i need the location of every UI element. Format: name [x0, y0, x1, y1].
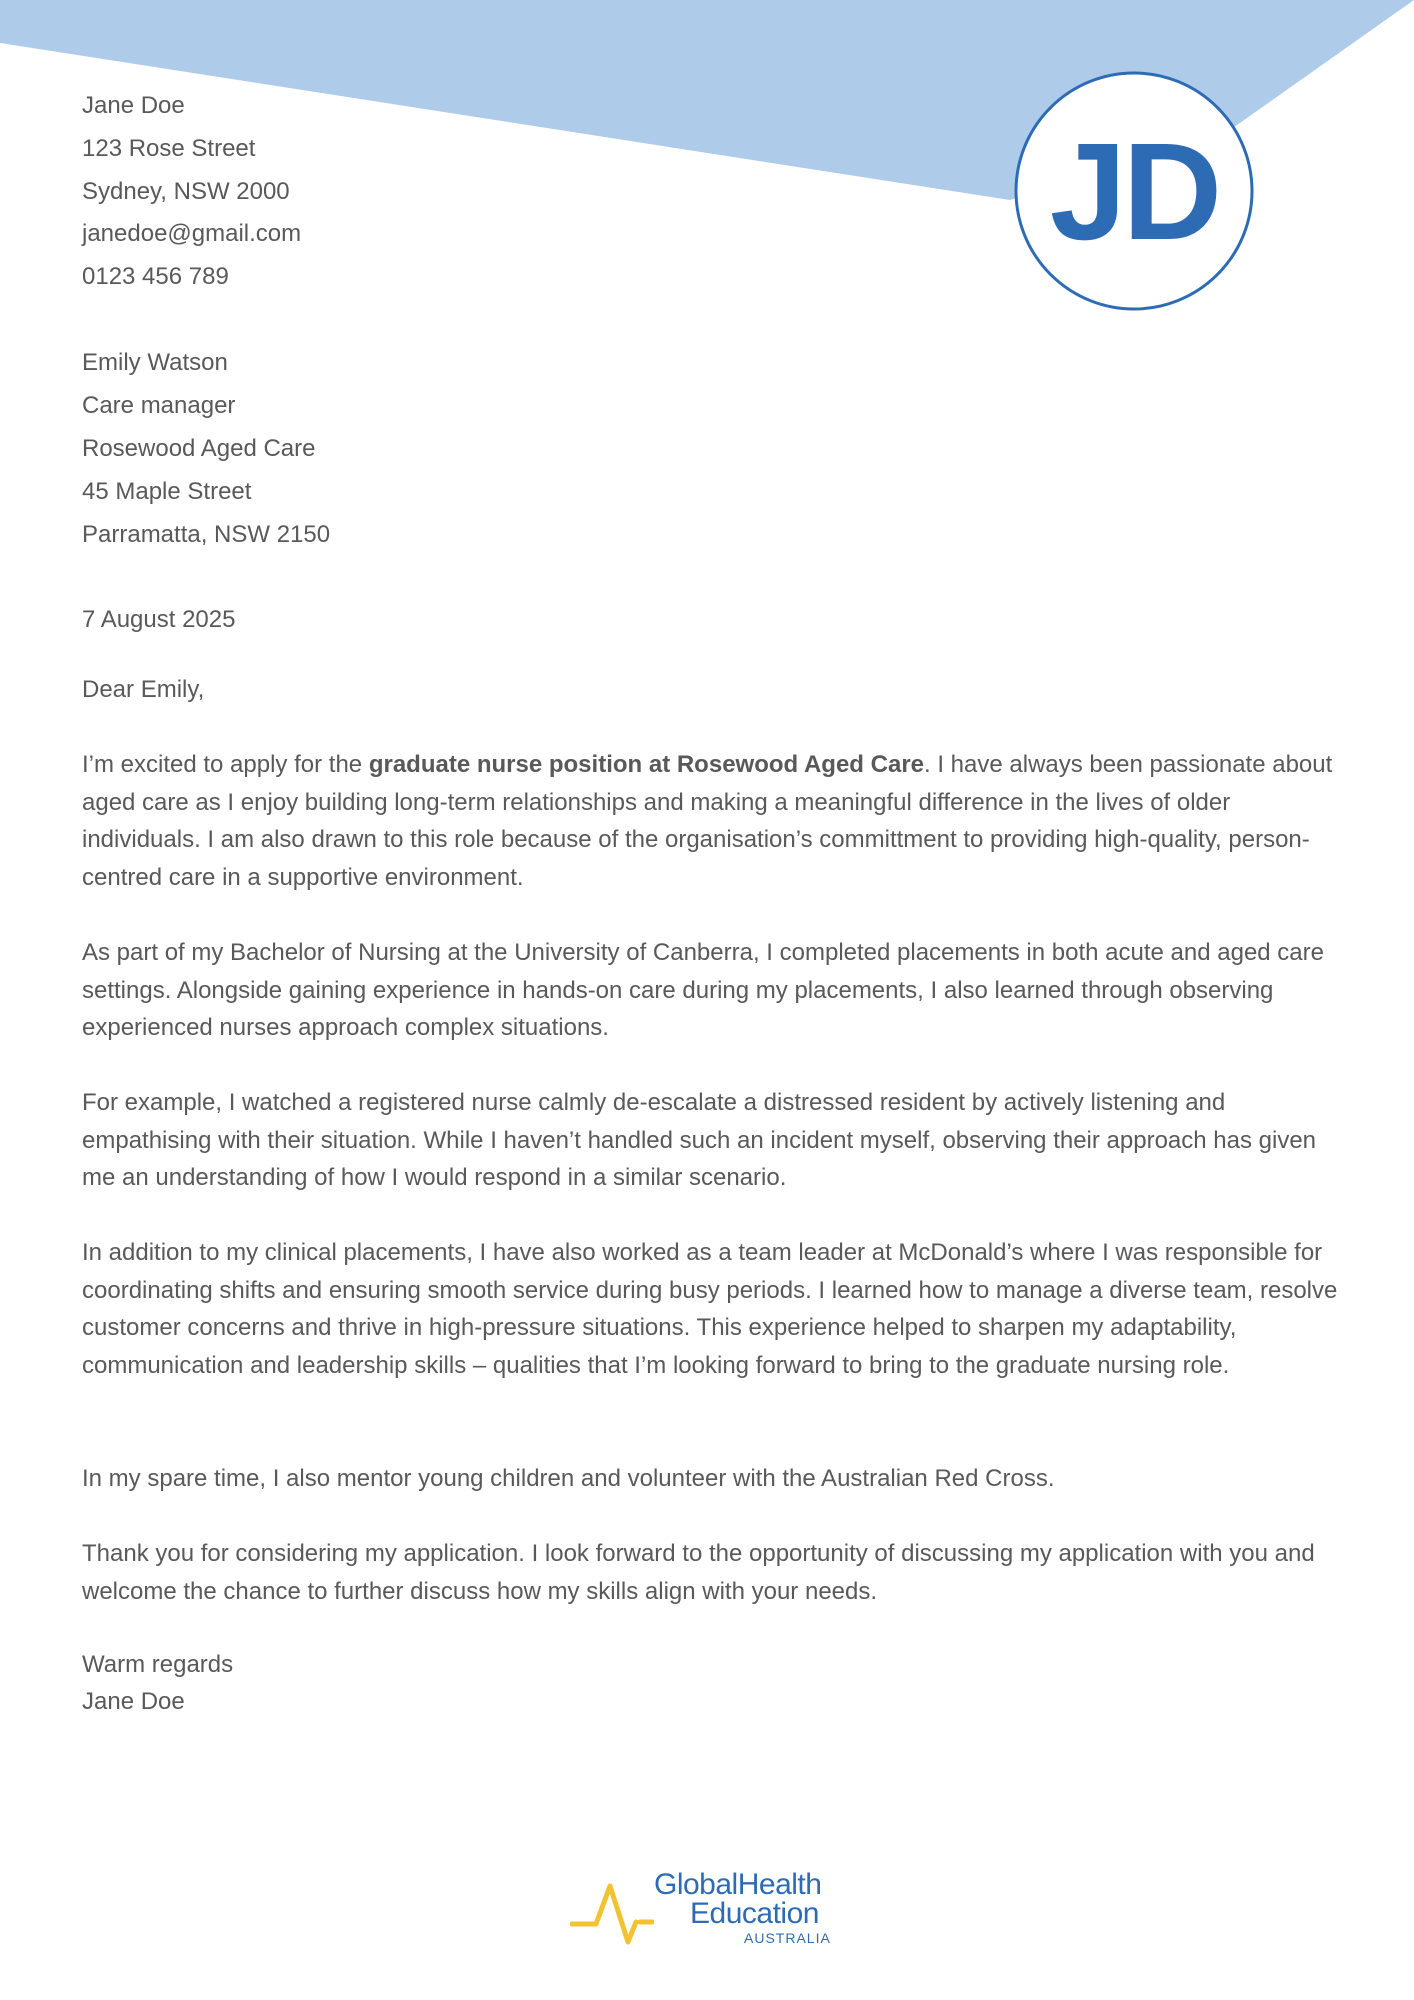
- monogram-initials: JD: [1049, 115, 1219, 269]
- letter-date: 7 August 2025: [82, 606, 236, 633]
- monogram-badge: [1012, 69, 1256, 313]
- recipient-city: Parramatta, NSW 2150: [82, 521, 331, 548]
- recipient-organisation: Rosewood Aged Care: [82, 435, 316, 462]
- logo-line-1: GlobalHealth: [654, 1868, 822, 1901]
- closing-signoff: Warm regards: [82, 1651, 234, 1678]
- recipient-name: Emily Watson: [82, 349, 228, 376]
- body-paragraph-4: In addition to my clinical placements, I have also worked as a team leader at McDonald’s where I was responsible for coordinating shifts and ensuring smooth service during busy periods. I learned how to manage a diverse team, resolve customer concerns and thrive in high-pressure situations. This experience helped to sharpen my adaptability, communication and leadership skills – qualities that I’m looking forward to bring to the graduate nursing role.: [82, 1239, 1338, 1379]
- sender-name: Jane Doe: [82, 92, 185, 119]
- p1-text-start: I’m excited to apply for the: [82, 751, 369, 778]
- sender-email: janedoe@gmail.com: [82, 220, 302, 247]
- closing-name: Jane Doe: [82, 1688, 185, 1715]
- globalhealth-education-logo: [570, 1870, 860, 1960]
- pulse-line: [572, 1886, 636, 1942]
- body-paragraph-6: Thank you for considering my application. I look forward to the opportunity of discussing my application with you and welcome the chance to further discuss how my skills align with your needs.: [82, 1540, 1315, 1605]
- body-paragraph-1: [82, 746, 1352, 896]
- sender-phone: 0123 456 789: [82, 263, 229, 290]
- sender-city: Sydney, NSW 2000: [82, 178, 290, 205]
- recipient-title: Care manager: [82, 392, 236, 419]
- body-paragraph-5: In my spare time, I also mentor young children and volunteer with the Australian Red Cross.: [82, 1465, 1055, 1492]
- body-paragraph-3: For example, I watched a registered nurse calmly de-escalate a distressed resident by actively listening and empathising with their situation. While I haven’t handled such an incident myself, observing their approach has given me an understanding of how I would respond in a similar scenario.: [82, 1089, 1317, 1191]
- p1-position-highlight: graduate nurse position at Rosewood Aged Care: [368, 751, 924, 778]
- heartbeat-pulse-icon: [570, 1872, 654, 1952]
- salutation: Dear Emily,: [82, 676, 205, 703]
- p1-text-end: . I have always been passionate about aged care as I enjoy building long-term relationships and making a meaningful difference in the lives of older individuals. I am also drawn to this role because of the organisation’s committment to providing high-quality, person-centred care in a supportive environment.: [82, 751, 1333, 891]
- logo-line-3: AUSTRALIA: [744, 1930, 831, 1946]
- sender-street: 123 Rose Street: [82, 135, 256, 162]
- recipient-street: 45 Maple Street: [82, 478, 252, 505]
- body-paragraph-2: As part of my Bachelor of Nursing at the University of Canberra, I completed placements in both acute and aged care settings. Alongside gaining experience in hands-on care during my placements, I also learned through observing experienced nurses approach complex situations.: [82, 939, 1324, 1041]
- logo-line-2: Education: [690, 1897, 819, 1930]
